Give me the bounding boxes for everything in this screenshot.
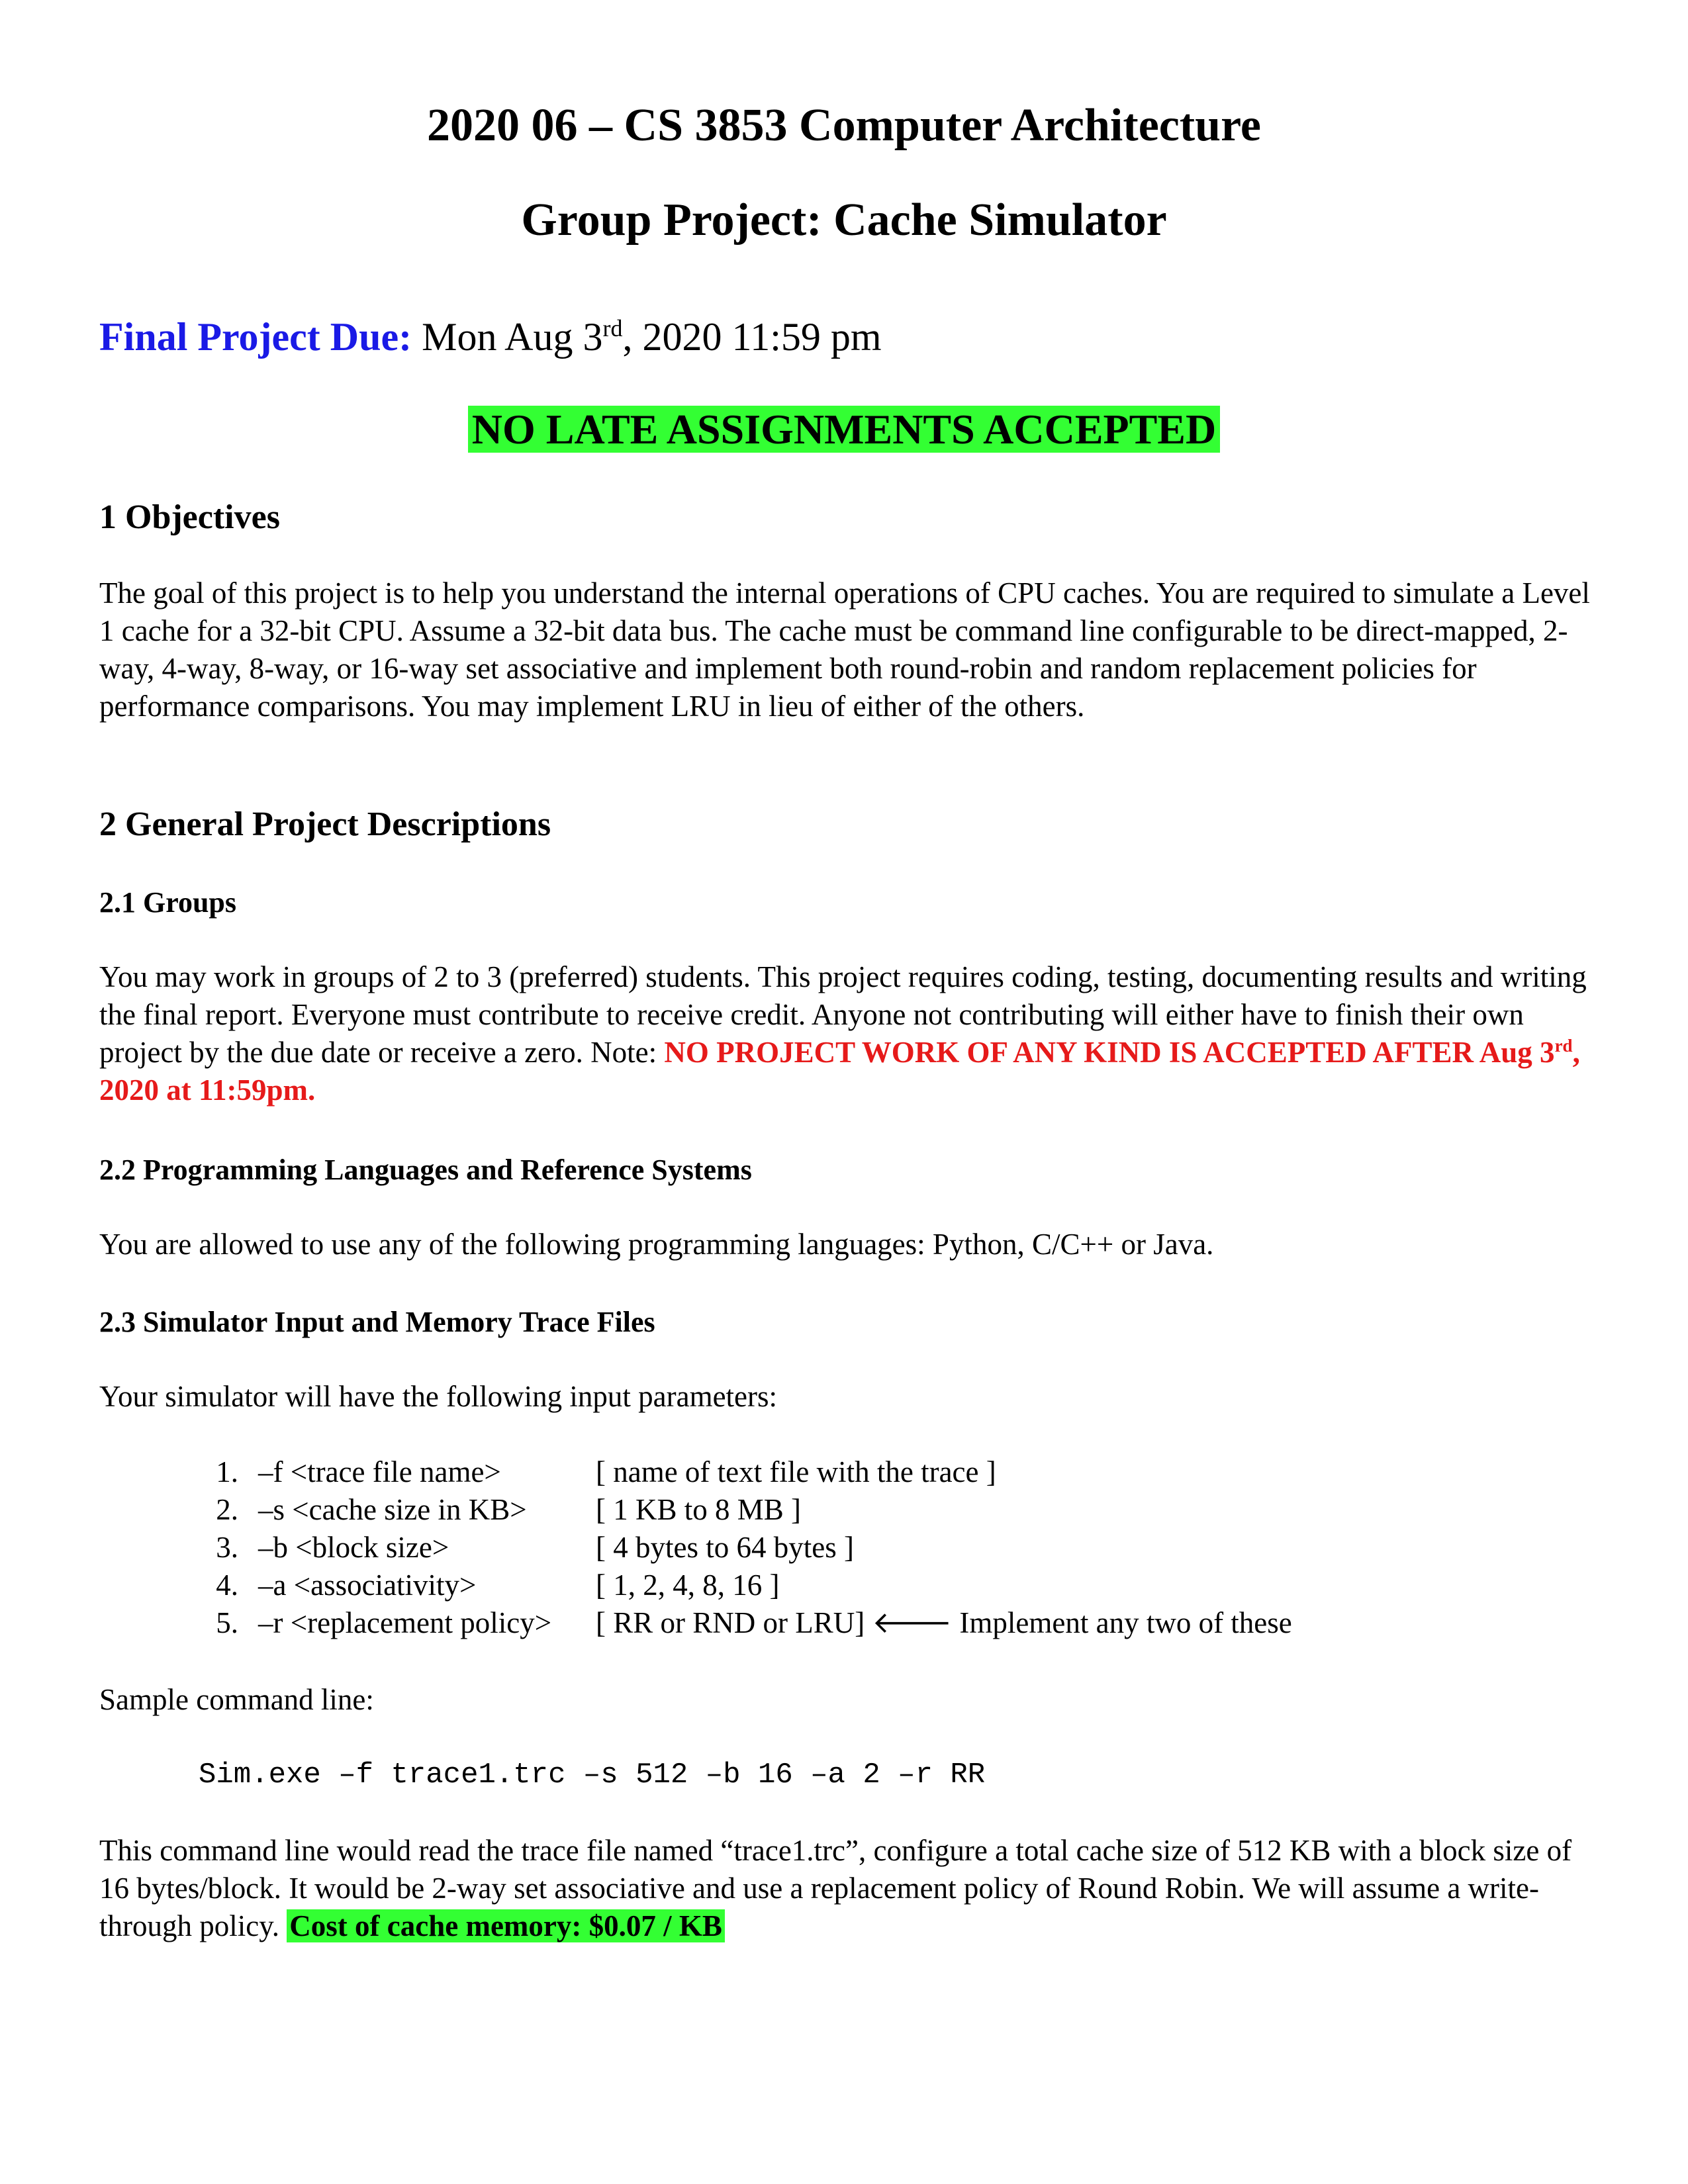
input-intro: Your simulator will have the following input parameters: — [99, 1380, 778, 1413]
groups-body: You may work in groups of 2 to 3 (preferred) students. This project requires coding, testing, documenting results and writing the final report. Everyone must contribute to receive credit. Anyone not contributing will either have to finish their own project by the due date or receive a zero. Note: — [99, 960, 1587, 1069]
groups-text — [99, 958, 1595, 1109]
sample-label: Sample command line: — [99, 1683, 374, 1716]
general-heading: 2 General Project Descriptions — [99, 805, 551, 843]
document-subtitle: Group Project: Cache Simulator — [521, 195, 1167, 246]
due-label: Final Project Due: — [99, 315, 412, 359]
groups-warning-pre: NO PROJECT WORK OF ANY KIND IS ACCEPTED AFTER Aug 3 — [664, 1036, 1555, 1069]
document-page: 2020 06 – CS 3853 Computer Architecture Group Project: Cache Simulator Final Project Due: Mon Aug 3rd, 2020 11:59 pm NO LATE ASSIGNMENTS ACCEPTED 1 Objectives The goal of this project is to help you understand the internal operations of CPU caches. You are required to simulate a Level 1 cache for a 32-bit CPU. Assume a 32-bit data bus. The cache must be command line configurable to be direct-mapped, 2-way, 4-way, 8-way, or 16-way set associative and implement both round-robin and random replacement policies for performance comparisons. You may implement LRU in lieu of either of the others. 2 General Project Descriptions 2.1 Groups You may work in groups of 2 to 3 (preferred) students. This project requires coding, testing, documenting results and writing the final report. Everyone must contribute to receive credit. Anyone not contributing will either have to finish their own project by the due date or receive a zero. Note: NO PROJECT WORK OF ANY KIND IS ACCEPTED AFTER Aug 3rd, 2020 at 11:59pm. 2.2 Programming Languages and Reference Systems You are allowed to use any of the following programming languages: Python, C/C++ or Java. 2.3 Simulator Input and Memory Trace Files Your simulator will have the following input parameters: 1. –f <trace file name> [ name of text file with the trace ] 2. –s <cache size in KB> [ 1 KB to 8 MB ] 3. –b <block size> [ 4 bytes to 64 bytes ] 4. –a <associativity> [ 1, 2, 4, 8, 16 ] 5. –r <replacement policy> [ RR or RND or LRU] 🡐 Implement any two of these Sample command line: Sim.exe –f trace1.trc –s 512 –b 16 –a 2 –r RR This command line would read the trace file named “trace1.trc”, configure a total cache size of 512 KB with a block size of 16 bytes/block. It would be 2-way set associative and use a replacement policy of Round Robin. We will assume a write-through policy. Cost of cache memory: $0.07 / KB — [0, 0, 1688, 2184]
document-title: 2020 06 – CS 3853 Computer Architecture — [427, 100, 1261, 151]
groups-warning-sup: rd — [1554, 1036, 1573, 1056]
input-heading: 2.3 Simulator Input and Memory Trace Files — [99, 1306, 655, 1338]
sample-command: Sim.exe –f trace1.trc –s 512 –b 16 –a 2 –r RR — [199, 1758, 986, 1792]
due-date-pre: Mon Aug 3 — [412, 315, 603, 359]
cost-highlight: Cost of cache memory: $0.07 / KB — [287, 1909, 725, 1942]
due-date-sup: rd — [602, 315, 623, 341]
groups-warning-post: , 2020 at 11:59pm. — [99, 1036, 1580, 1107]
objectives-heading: 1 Objectives — [99, 498, 280, 536]
late-notice-text: NO LATE ASSIGNMENTS ACCEPTED — [468, 406, 1220, 453]
due-date-line — [99, 314, 882, 360]
explanation-text — [99, 1832, 1595, 1945]
late-notice — [0, 405, 1688, 454]
languages-heading: 2.2 Programming Languages and Reference Systems — [99, 1154, 752, 1186]
objectives-text: The goal of this project is to help you understand the internal operations of CPU caches. You are required to simulate a Level 1 cache for a 32-bit CPU. Assume a 32-bit data bus. The cache must be command line configurable to be direct-mapped, 2-way, 4-way, 8-way, or 16-way set associative and implement both round-robin and random replacement policies for performance comparisons. You may implement LRU in lieu of either of the others. — [99, 576, 1590, 723]
languages-text: You are allowed to use any of the following programming languages: Python, C/C++ or Java. — [99, 1228, 1214, 1261]
explanation-body: This command line would read the trace file named “trace1.trc”, configure a total cache size of 512 KB with a block size of 16 bytes/block. It would be 2-way set associative and use a replacement policy of Round Robin. We will assume a write-through policy. — [99, 1834, 1572, 1942]
due-date-post: , 2020 11:59 pm — [622, 315, 882, 359]
groups-heading: 2.1 Groups — [99, 886, 237, 919]
